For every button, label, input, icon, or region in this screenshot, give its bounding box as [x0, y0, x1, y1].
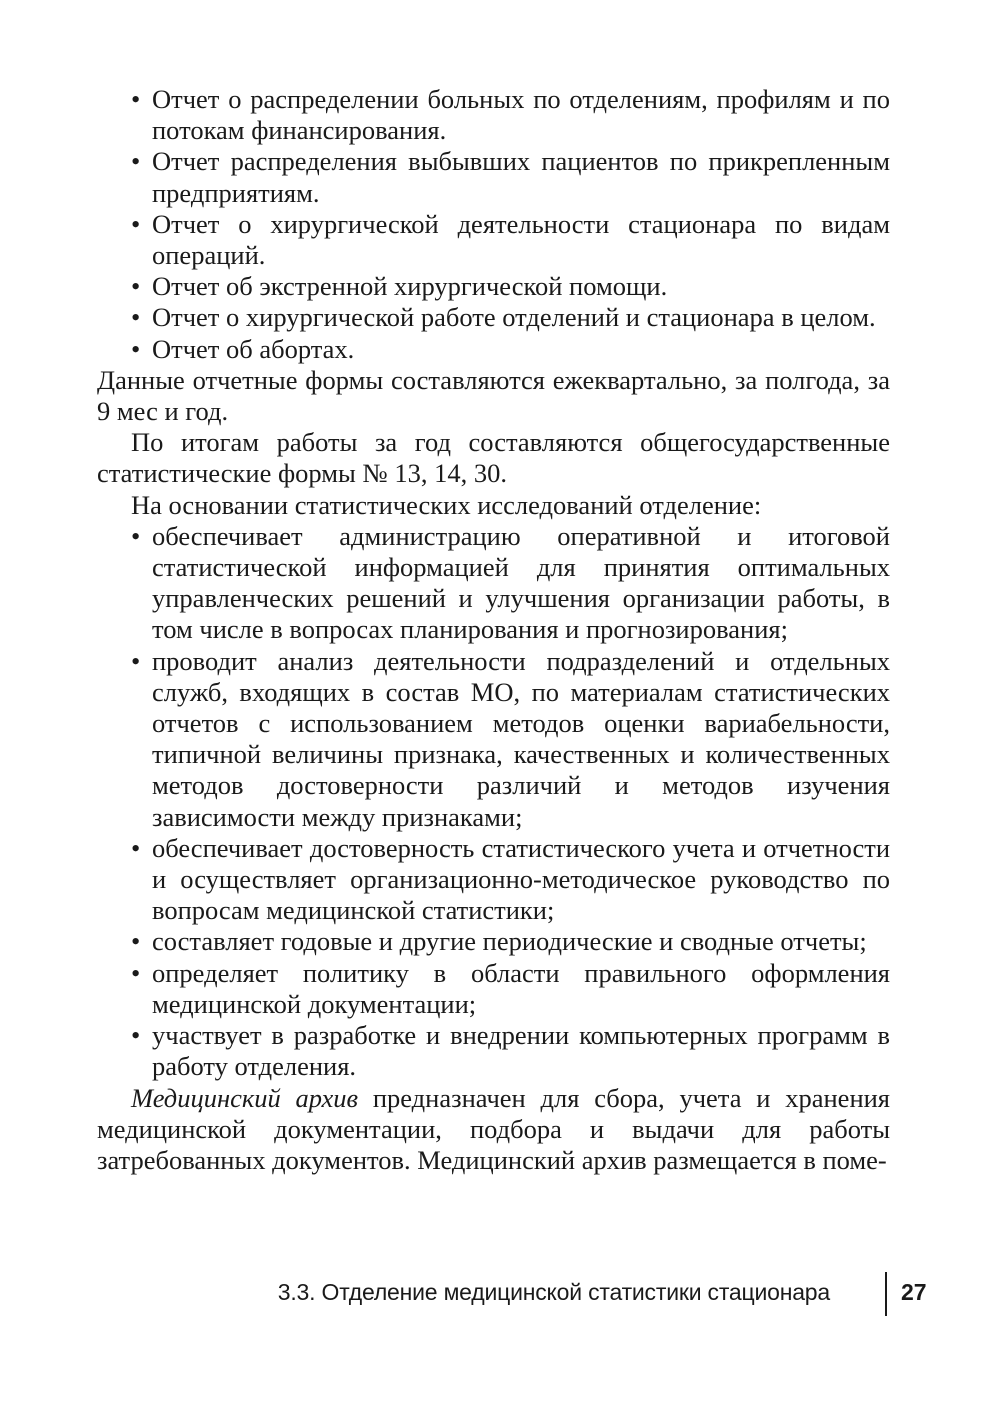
list-item: • Отчет об абортах. — [97, 334, 890, 365]
list-item: • обеспечивает администрацию оперативной и итоговой статистической информацией для принятия оптимальных управленческих решений и улучшения организации работы, в том числе в вопросах планирования и прогнозирования; — [97, 521, 890, 646]
list-item: • Отчет об экстренной хирургической помощи. — [97, 271, 890, 302]
footer-divider — [885, 1272, 887, 1316]
list-item: • обеспечивает достоверность статистического учета и отчетности и осуществляет организационно-методическое руководство по вопросам медицинской статистики; — [97, 833, 890, 927]
paragraph-department-intro: На основании статистических исследований отделение: — [131, 489, 762, 520]
list-item: • составляет годовые и другие периодические и сводные отчеты; — [97, 926, 890, 957]
page-number: 27 — [901, 1279, 927, 1305]
list-item: • Отчет о хирургической работе отделений и стационара в целом. — [97, 302, 890, 333]
paragraph-medical-archive — [97, 1083, 890, 1177]
body-text — [97, 84, 890, 1176]
paragraph-report-frequency: Данные отчетные формы составляются ежеквартально, за полгода, за 9 мес и год. — [97, 364, 890, 427]
paragraph-annual-forms: По итогам работы за год составляются общегосударственные статистические формы № 13, 14, 30. — [97, 427, 890, 489]
list-item: • определяет политику в области правильного оформления медицинской документации; — [97, 958, 890, 1020]
page-footer — [277, 1272, 930, 1312]
department-functions-list — [97, 521, 890, 1083]
list-item: • проводит анализ деятельности подразделений и отдельных служб, входящих в состав МО, по материалам статистических отчетов с использованием методов оценки вариабельности, типичной величины признака, качественных и количественных методов достоверности различий и методов изучения зависимости между признаками; — [97, 646, 890, 833]
report-list — [97, 84, 890, 365]
list-item: • Отчет о хирургической деятельности стационара по видам операций. — [97, 209, 890, 271]
list-item: • участвует в разработке и внедрении компьютерных программ в работу отделения. — [97, 1020, 890, 1082]
running-head: 3.3. Отделение медицинской статистики стационара — [277, 1279, 830, 1305]
list-item: • Отчет о распределении больных по отделениям, профилям и по потокам финансирования. — [97, 84, 890, 146]
archive-term: Медицинский архив — [131, 1082, 359, 1113]
archive-description: предназначен для сбора, учета и хранения медицинской документации, подбора и выдачи для работы затребованных документов. Медицинский архив размещается в поме- — [97, 1082, 890, 1175]
list-item: • Отчет распределения выбывших пациентов по прикрепленным предприятиям. — [97, 146, 890, 208]
